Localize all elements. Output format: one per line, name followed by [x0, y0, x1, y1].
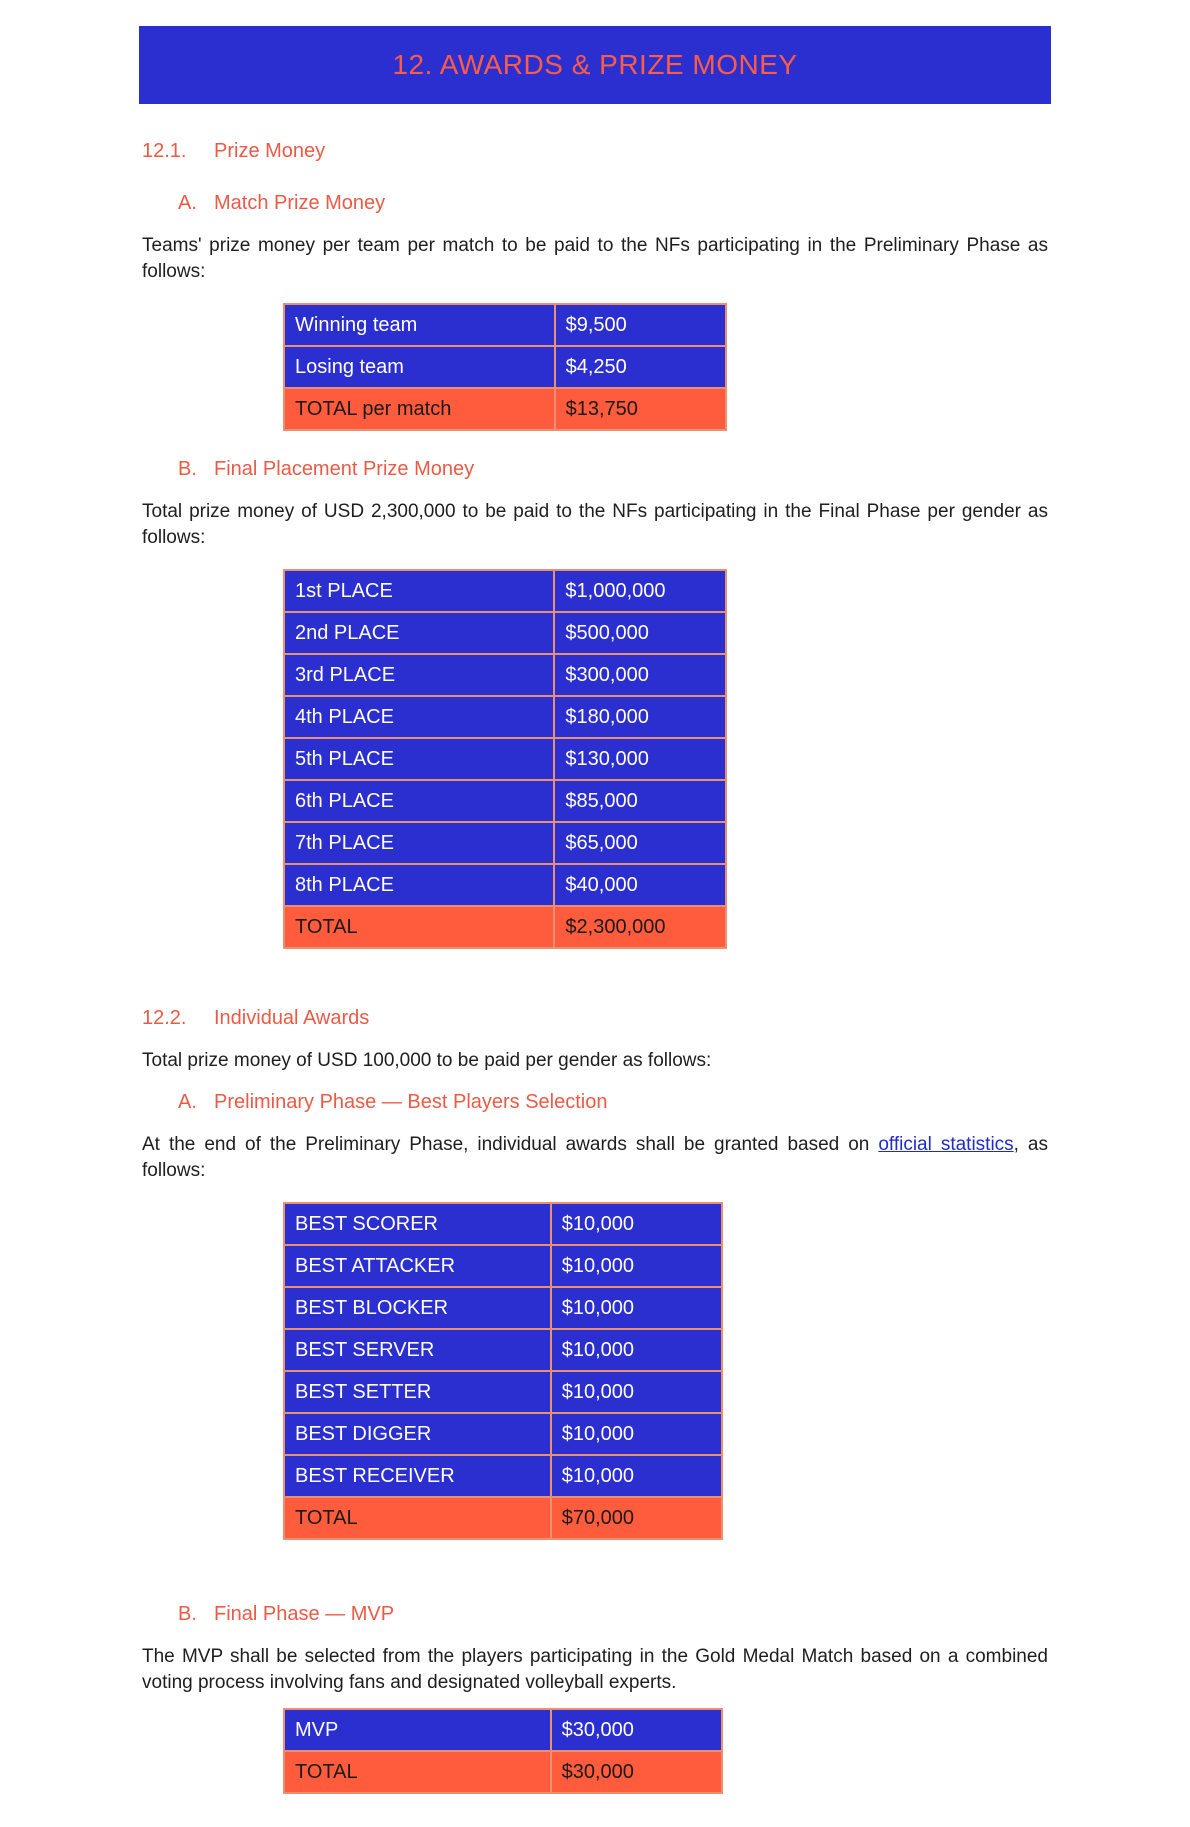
award-prize-value-cell: $10,000 — [551, 1371, 722, 1413]
placement-prize-row — [284, 738, 726, 780]
award-prize-value-cell: $10,000 — [551, 1455, 722, 1497]
heading-letter: A. — [178, 192, 197, 214]
heading-title: Preliminary Phase — Best Players Selection — [214, 1091, 608, 1113]
placement-prize-label-cell: 7th PLACE — [284, 822, 554, 864]
mvp-prize-label-cell: MVP — [284, 1709, 551, 1751]
placement-prize-row — [284, 612, 726, 654]
final-placement-table — [283, 569, 727, 949]
mvp-description: The MVP shall be selected from the players participating in the Gold Medal Match based on a combined voting process involving fans and designated volleyball experts. — [142, 1646, 1048, 1693]
placement-prize-row — [284, 906, 726, 948]
heading-best-players — [178, 1091, 608, 1114]
match-prize-row — [284, 304, 726, 346]
placement-prize-label-cell: 5th PLACE — [284, 738, 554, 780]
placement-prize-row — [284, 780, 726, 822]
award-prize-label-cell: BEST SERVER — [284, 1329, 551, 1371]
heading-12-1 — [142, 140, 325, 163]
award-prize-label-cell: BEST RECEIVER — [284, 1455, 551, 1497]
placement-prize-value-cell: $130,000 — [554, 738, 726, 780]
placement-prize-value-cell: $180,000 — [554, 696, 726, 738]
match-prize-label-cell: Losing team — [284, 346, 555, 388]
heading-number: 12.1. — [142, 140, 187, 162]
award-prize-row — [284, 1203, 722, 1245]
placement-prize-row — [284, 822, 726, 864]
match-prize-label-cell: Winning team — [284, 304, 555, 346]
heading-match-prize — [178, 192, 385, 215]
heading-final-mvp — [178, 1603, 394, 1626]
heading-title: Final Placement Prize Money — [214, 458, 475, 480]
award-prize-label-cell: BEST SCORER — [284, 1203, 551, 1245]
mvp-table — [283, 1708, 723, 1794]
match-prize-value-cell: $9,500 — [555, 304, 726, 346]
heading-number: 12.2. — [142, 1007, 187, 1029]
match-prize-table — [283, 303, 727, 431]
match-prize-label-cell: TOTAL per match — [284, 388, 555, 430]
mvp-prize-label-cell: TOTAL — [284, 1751, 551, 1793]
heading-final-placement — [178, 458, 474, 481]
heading-12-2 — [142, 1007, 369, 1030]
placement-prize-value-cell: $40,000 — [554, 864, 726, 906]
award-prize-label-cell: TOTAL — [284, 1497, 551, 1539]
mvp-prize-value-cell: $30,000 — [551, 1751, 722, 1793]
placement-prize-value-cell: $300,000 — [554, 654, 726, 696]
official-statistics-link[interactable]: official statistics — [878, 1134, 1014, 1155]
placement-prize-value-cell: $1,000,000 — [554, 570, 726, 612]
award-prize-row — [284, 1287, 722, 1329]
placement-prize-label-cell: 6th PLACE — [284, 780, 554, 822]
placement-prize-row — [284, 696, 726, 738]
placement-prize-label-cell: 8th PLACE — [284, 864, 554, 906]
heading-letter: B. — [178, 458, 197, 480]
placement-prize-label-cell: 3rd PLACE — [284, 654, 554, 696]
best-players-text-end: , as follows: — [142, 1134, 1049, 1181]
individual-awards-description: Total prize money of USD 100,000 to be paid per gender as follows: — [142, 1050, 712, 1071]
award-prize-row — [284, 1455, 722, 1497]
placement-prize-value-cell: $500,000 — [554, 612, 726, 654]
placement-prize-row — [284, 864, 726, 906]
placement-prize-label-cell: 1st PLACE — [284, 570, 554, 612]
match-prize-description: Teams' prize money per team per match to be paid to the NFs participating in the Preliminary Phase as follows: — [142, 235, 1048, 282]
award-prize-value-cell: $10,000 — [551, 1203, 722, 1245]
placement-prize-value-cell: $65,000 — [554, 822, 726, 864]
heading-title: Final Phase — MVP — [214, 1603, 395, 1625]
heading-title: Individual Awards — [214, 1007, 370, 1029]
placement-prize-label-cell: TOTAL — [284, 906, 554, 948]
award-prize-label-cell: BEST ATTACKER — [284, 1245, 551, 1287]
match-prize-value-cell: $4,250 — [555, 346, 726, 388]
final-placement-description: Total prize money of USD 2,300,000 to be paid to the NFs participating in the Final Phase per gender as follows: — [142, 501, 1048, 548]
placement-prize-label-cell: 4th PLACE — [284, 696, 554, 738]
heading-title: Match Prize Money — [214, 192, 386, 214]
best-players-table — [283, 1202, 723, 1540]
award-prize-value-cell: $10,000 — [551, 1245, 722, 1287]
award-prize-label-cell: BEST DIGGER — [284, 1413, 551, 1455]
placement-prize-row — [284, 654, 726, 696]
best-players-description — [142, 1132, 1048, 1184]
award-prize-row — [284, 1413, 722, 1455]
placement-prize-value-cell: $2,300,000 — [554, 906, 726, 948]
section-banner — [139, 26, 1051, 104]
mvp-prize-row — [284, 1709, 722, 1751]
placement-prize-label-cell: 2nd PLACE — [284, 612, 554, 654]
award-prize-label-cell: BEST BLOCKER — [284, 1287, 551, 1329]
match-prize-value-cell: $13,750 — [555, 388, 726, 430]
placement-prize-row — [284, 570, 726, 612]
award-prize-row — [284, 1329, 722, 1371]
match-prize-row — [284, 346, 726, 388]
award-prize-label-cell: BEST SETTER — [284, 1371, 551, 1413]
heading-letter: B. — [178, 1603, 197, 1625]
placement-prize-value-cell: $85,000 — [554, 780, 726, 822]
heading-letter: A. — [178, 1091, 197, 1113]
best-players-text-start: At the end of the Preliminary Phase, individual awards shall be granted based on — [142, 1134, 879, 1155]
banner-title: 12. AWARDS & PRIZE MONEY — [392, 49, 798, 80]
award-prize-row — [284, 1371, 722, 1413]
award-prize-value-cell: $10,000 — [551, 1287, 722, 1329]
heading-title: Prize Money — [214, 140, 326, 162]
award-prize-value-cell: $10,000 — [551, 1329, 722, 1371]
award-prize-row — [284, 1245, 722, 1287]
award-prize-value-cell: $10,000 — [551, 1413, 722, 1455]
match-prize-row — [284, 388, 726, 430]
award-prize-value-cell: $70,000 — [551, 1497, 722, 1539]
mvp-prize-row — [284, 1751, 722, 1793]
mvp-prize-value-cell: $30,000 — [551, 1709, 722, 1751]
award-prize-row — [284, 1497, 722, 1539]
